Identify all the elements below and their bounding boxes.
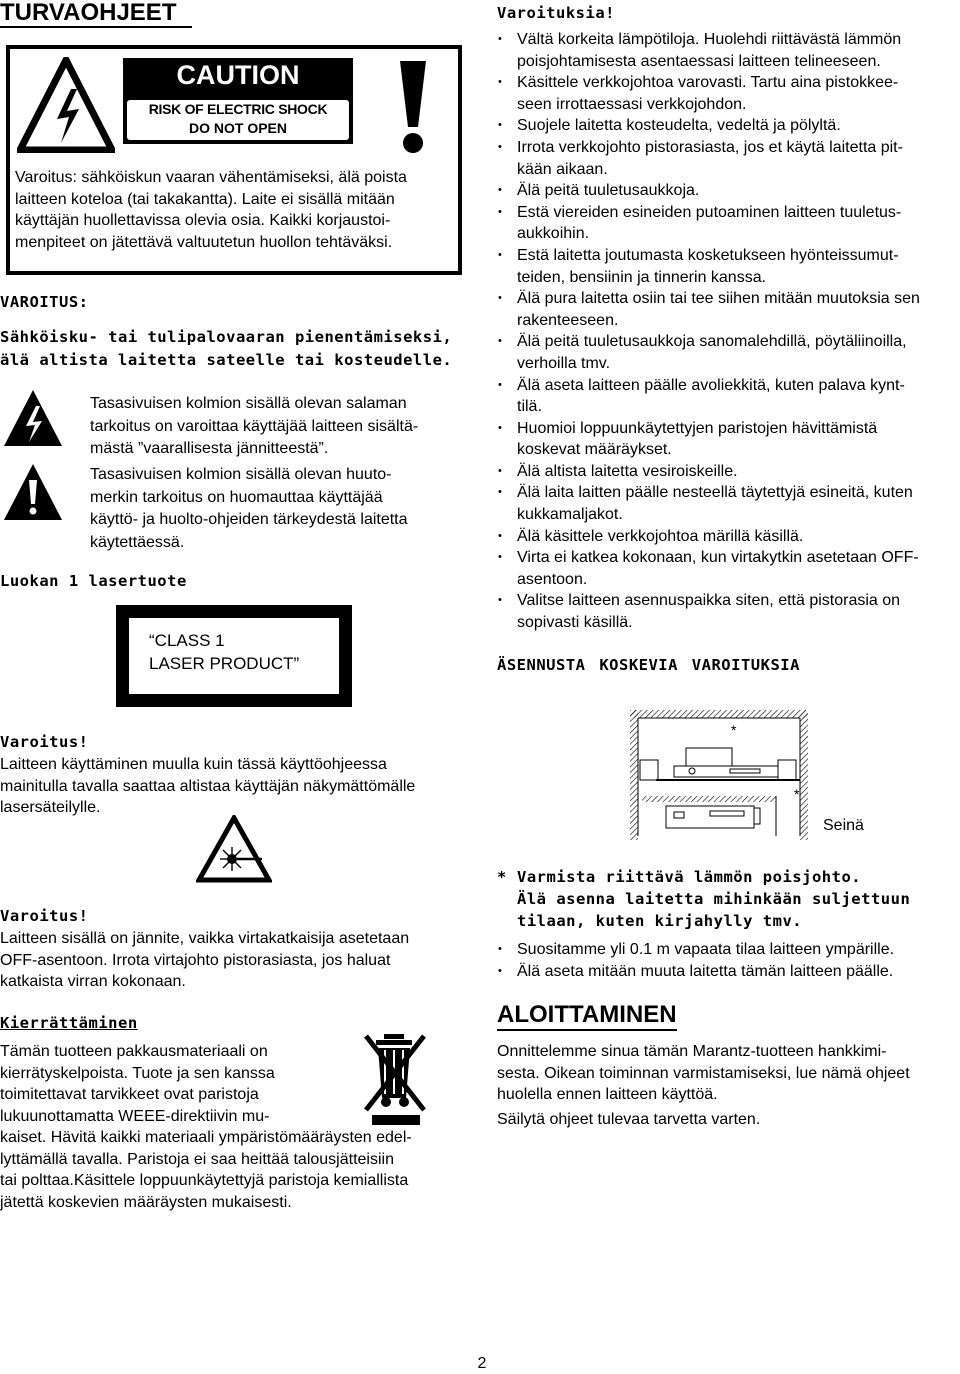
recycling-heading: Kierrättäminen — [0, 1014, 138, 1032]
page-number: 2 — [477, 1355, 487, 1372]
varoitus-line: älä altista laitetta sateelle tai kosteudelle. — [0, 351, 453, 369]
varoituksia-heading: Varoituksia! — [497, 4, 615, 22]
list-item — [498, 547, 960, 590]
varoitus-line: Sähköisku- tai tulipalovaaran pienentämiseksi, — [0, 328, 453, 346]
recycling-line: tai polttaa.Käsittele loppuunkäytettyjä paristoja kemiallista — [0, 1172, 409, 1189]
clearance-marker: * — [794, 786, 800, 802]
recycling-line: kaiset. Hävitä kaikki materiaali ympäristömääräysten edel- — [0, 1129, 412, 1146]
warning-line: katkaista virran kokonaan. — [0, 973, 186, 990]
list-item — [498, 72, 960, 115]
recycling-line: lyttämällä tavalla. Paristoja ei saa heittää talousjätteisiin — [0, 1150, 394, 1168]
list-item-line: rakenteeseen. — [517, 311, 619, 329]
aloittaminen-line: sesta. Oikean toiminnan varmistamiseksi, lue nämä ohjeet — [497, 1064, 910, 1082]
caution-sign-line2: DO NOT OPEN — [188, 120, 287, 136]
list-item: • Älä aseta mitään muuta laitetta tämän laitteen päälle. — [498, 961, 960, 983]
laser-label-line2: LASER PRODUCT” — [149, 654, 300, 673]
list-item-line: • Suojele laitetta kosteudelta, vedeltä ja pölyltä. — [517, 117, 841, 135]
exclamation-line: käyttö- ja huolto-ohjeiden tärkeydestä laitetta — [90, 511, 408, 528]
list-item — [498, 288, 960, 331]
list-item-line: • Älä peitä tuuletusaukkoja. — [517, 182, 700, 200]
list-item — [498, 590, 960, 633]
varoitus-text — [0, 326, 452, 372]
list-item-line: • Älä pura laitetta osiin tai tee siihen mitään muutoksia sen — [517, 290, 920, 308]
caution-sign-panel — [127, 100, 349, 140]
list-item-line: • Älä peitä tuuletusaukkoja sanomalehdillä, pöytäliinoilla, — [517, 333, 907, 351]
aloittaminen-heading: ALOITTAMINEN — [497, 1001, 677, 1031]
exclamation-description — [90, 464, 460, 554]
warning-line: OFF-asentoon. Irrota virtajohto pistorasiasta, jos haluat — [0, 951, 391, 969]
list-item-line: • Käsittele verkkojohtoa varovasti. Tartu aina pistokkee- — [517, 74, 899, 92]
list-item-line: teiden, bensiinin ja tinnerin kanssa. — [517, 268, 767, 286]
list-item — [498, 245, 960, 288]
exclamation-icon — [392, 61, 434, 156]
list-item — [498, 202, 960, 245]
laser-product-label — [116, 605, 352, 707]
warning-line: lasersäteilylle. — [0, 799, 101, 816]
caution-text-line: Varoitus: sähköiskun vaaran vähentämiseksi, älä poista — [15, 169, 407, 186]
exclamation-warning-icon — [2, 462, 64, 522]
laser-label-line1: “CLASS 1 — [149, 631, 225, 650]
varoituksia-list — [498, 29, 960, 634]
weee-bin-icon — [356, 1028, 442, 1128]
page-title: TURVAOHJEET — [0, 0, 192, 28]
exclamation-line: käytettäessä. — [90, 533, 185, 551]
recycling-line: Tämän tuotteen pakkausmateriaali on — [0, 1043, 268, 1060]
warning-voltage — [0, 905, 470, 993]
list-item — [498, 526, 960, 548]
installation-bullets — [498, 939, 960, 982]
lightning-line: mästä ”vaarallisesta jännitteestä”. — [90, 440, 329, 457]
list-item — [498, 180, 960, 202]
recycling-line: lukuunottamatta WEEE-direktiivin mu- — [0, 1107, 270, 1125]
installation-note-star: * — [497, 868, 507, 886]
list-item-line: • Huomioi loppuunkäytettyjen paristojen hävittämistä — [517, 419, 878, 437]
aloittaminen-line: Säilytä ohjeet tulevaa tarvetta varten. — [497, 1110, 761, 1128]
recycling-line: toimitettavat tarvikkeet ovat paristoja — [0, 1086, 259, 1103]
laser-heading: Luokan 1 lasertuote — [0, 572, 187, 590]
exclamation-line: Tasasivuisen kolmion sisällä olevan huuto- — [90, 466, 392, 483]
lightning-triangle-icon — [17, 57, 115, 153]
caution-text-line: laitteen koteloa (tai takakantta). Laite ei sisällä mitään — [15, 190, 395, 208]
laser-label-panel — [129, 618, 339, 694]
caution-sign-line1: RISK OF ELECTRIC SHOCK — [148, 101, 328, 117]
exclamation-line: merkin tarkoitus on huomauttaa käyttäjää — [90, 488, 383, 506]
installation-heading: ÄSENNUSTA KOSKEVIA VAROITUKSIA — [497, 656, 800, 674]
wall-label: Seinä — [823, 817, 864, 834]
list-item: • Suositamme yli 0.1 m vapaata tilaa laitteen ympärille. — [498, 939, 960, 961]
list-item-line: verhoilla tmv. — [517, 354, 611, 372]
list-item-line: • Estä laitetta joutumasta kosketukseen hyönteissumut- — [517, 246, 899, 264]
list-item — [498, 461, 960, 483]
recycling-line: kierrätyskelpoista. Tuote ja sen kanssa — [0, 1064, 275, 1082]
installation-diagram — [630, 710, 816, 840]
list-item-line: • Älä altista laitetta vesiroiskeille. — [517, 462, 738, 480]
clearance-marker: * — [731, 722, 737, 738]
warning-line: Laitteen käyttäminen muulla kuin tässä käyttöohjeessa — [0, 756, 387, 773]
list-item-line: • Vältä korkeita lämpötiloja. Huolehdi riittävästä lämmön — [517, 31, 902, 48]
aloittaminen-text — [497, 1041, 960, 1130]
list-item-line: koskevat määräykset. — [517, 441, 672, 459]
caution-box — [6, 45, 462, 275]
recycling-line: jätettä koskevien määräysten mukaisesti. — [0, 1193, 292, 1211]
list-item-line: asentoon. — [517, 570, 588, 588]
installation-note-line: Varmista riittävä lämmön poisjohto. — [517, 868, 862, 886]
installation-note-line: tilaan, kuten kirjahylly tmv. — [517, 912, 803, 930]
aloittaminen-line: Onnittelemme sinua tämän Marantz-tuotteen hankkimi- — [497, 1043, 887, 1060]
caution-sign-title: CAUTION — [176, 60, 300, 90]
list-item — [498, 418, 960, 461]
lightning-line: tarkoitus on varoittaa käyttäjää laitteen sisältä- — [90, 417, 419, 435]
list-item — [498, 331, 960, 374]
caution-text-line: käyttäjän huollettavissa olevia osia. Kaikki korjaustoi- — [15, 212, 391, 229]
list-item — [498, 375, 960, 418]
warning-line: mainitulla tavalla saattaa altistaa käyttäjän näkymättömälle — [0, 777, 416, 795]
list-item — [498, 137, 960, 180]
list-item-line: • Älä aseta laitteen päälle avoliekkitä, kuten palava kynt- — [517, 376, 905, 394]
installation-note-line: Älä asenna laitetta mihinkään suljettuun — [517, 890, 911, 908]
list-item-line: tilä. — [517, 398, 542, 416]
aloittaminen-line: huolella ennen laitteen käyttöä. — [497, 1086, 718, 1103]
list-item-line: • Estä viereiden esineiden putoaminen laitteen tuuletus- — [517, 203, 902, 221]
list-item-line: • Älä käsittele verkkojohtoa märillä käsillä. — [517, 527, 804, 545]
warning-line: Laitteen sisällä on jännite, vaikka virtakatkaisija asetetaan — [0, 930, 410, 947]
list-item-line: • Irrota verkkojohto pistorasiasta, jos et käytä laitetta pit- — [517, 138, 903, 156]
list-item-line: • Älä laita laitten päälle nesteellä täytettyjä esineitä, kuten — [517, 484, 913, 502]
list-item-line: • Virta ei katkea kokonaan, kun virtakytkin asetetaan OFF- — [517, 549, 919, 567]
lightning-description — [90, 393, 460, 461]
list-item-line: • Valitse laitteen asennuspaikka siten, että pistorasia on — [517, 592, 901, 610]
list-item-line: kukkamaljakot. — [517, 506, 623, 524]
lightning-line: Tasasivuisen kolmion sisällä olevan salaman — [90, 395, 407, 412]
varoitus-heading: VAROITUS: — [0, 293, 89, 311]
list-item-line: kään aikaan. — [517, 160, 608, 178]
list-item-line: aukkoihin. — [517, 225, 590, 243]
warning-heading: Varoitus! — [0, 733, 89, 751]
lightning-warning-icon — [2, 388, 64, 448]
list-item — [498, 115, 960, 137]
list-item-line: seen irrottaessasi verkkojohdon. — [517, 95, 747, 113]
installation-note — [517, 866, 910, 932]
laser-radiation-icon — [196, 815, 272, 883]
list-item — [498, 482, 960, 525]
warning-heading: Varoitus! — [0, 907, 89, 925]
list-item-line: sopivasti käsillä. — [517, 614, 633, 632]
list-item-line: poisjohtamisesta asentaessasi laitteen telineeseen. — [517, 52, 881, 70]
list-item — [498, 29, 960, 72]
caution-text-line: menpiteet on jätettävä valtuutetun huollon tehtäväksi. — [15, 233, 393, 251]
caution-sign — [123, 58, 353, 144]
warning-laser — [0, 731, 470, 819]
caution-text — [15, 167, 455, 253]
